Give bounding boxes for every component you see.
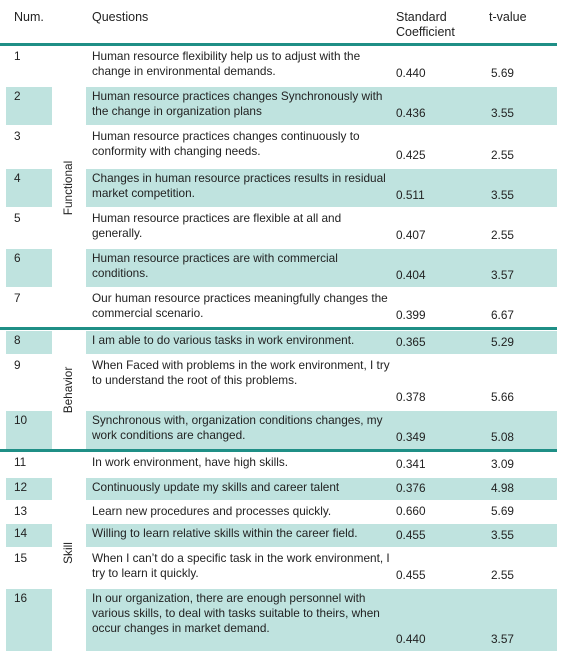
- row-question: Human resource practices are flexible at all and generally.: [92, 211, 342, 241]
- row-coefficient: 0.399: [396, 308, 426, 322]
- row-question: When I can’t do a specific task in the work environment, I try to learn it quickly.: [92, 551, 390, 581]
- table-row: [0, 477, 557, 501]
- row-question: Human resource practices changes Synchronously with the change in organization plans: [92, 89, 383, 119]
- table-row: [0, 523, 557, 548]
- row-number: 12: [14, 480, 28, 494]
- table-row: [0, 588, 557, 652]
- table-row: [0, 126, 557, 168]
- row-t-value: 3.55: [491, 528, 514, 542]
- row-t-value: 2.55: [491, 568, 514, 582]
- row-t-value: 3.57: [491, 268, 514, 282]
- row-coefficient: 0.365: [396, 335, 426, 349]
- row-shade: [6, 411, 52, 449]
- row-coefficient: 0.425: [396, 148, 426, 162]
- row-number: 3: [14, 129, 21, 143]
- row-shade: [6, 249, 52, 287]
- row-t-value: 5.69: [491, 504, 514, 518]
- row-shade: [6, 169, 52, 207]
- row-question: I am able to do various tasks in work environment.: [92, 333, 355, 347]
- row-coefficient: 0.660: [396, 504, 426, 518]
- row-number: 15: [14, 551, 28, 565]
- row-t-value: 5.29: [491, 335, 514, 349]
- row-question: Human resource flexibility help us to adjust with the change in environmental demands.: [92, 49, 361, 79]
- table-row: [0, 410, 557, 450]
- row-t-value: 6.67: [491, 308, 514, 322]
- row-t-value: 3.57: [491, 632, 514, 646]
- row-number: 8: [14, 333, 21, 347]
- row-coefficient: 0.407: [396, 228, 426, 242]
- table-row: [0, 288, 557, 328]
- table-row: [0, 501, 557, 523]
- row-number: 6: [14, 251, 21, 265]
- row-question: In work environment, have high skills.: [92, 455, 289, 469]
- group-label-functional: Functional: [61, 160, 75, 215]
- row-shade: [6, 478, 52, 500]
- row-t-value: 5.66: [491, 390, 514, 404]
- row-coefficient: 0.440: [396, 66, 426, 80]
- row-shade: [6, 589, 52, 651]
- header-questions: Questions: [92, 10, 149, 24]
- header-t-value: t-value: [489, 10, 527, 24]
- row-t-value: 3.55: [491, 188, 514, 202]
- row-t-value: 5.69: [491, 66, 514, 80]
- table-row: [0, 46, 557, 86]
- row-shade: [6, 331, 52, 354]
- row-question: Changes in human resource practices results in residual market competition.: [92, 171, 386, 201]
- row-coefficient: 0.455: [396, 568, 426, 582]
- row-coefficient: 0.341: [396, 457, 426, 471]
- row-number: 16: [14, 591, 28, 605]
- row-coefficient: 0.376: [396, 481, 426, 495]
- row-number: 14: [14, 526, 28, 540]
- row-number: 2: [14, 89, 21, 103]
- row-coefficient: 0.436: [396, 106, 426, 120]
- table-row: [0, 208, 557, 248]
- row-question: Human resource practices changes continuously to conformity with changing needs.: [92, 129, 360, 159]
- row-number: 5: [14, 211, 21, 225]
- row-shade: [6, 524, 52, 547]
- row-coefficient: 0.404: [396, 268, 426, 282]
- row-coefficient: 0.455: [396, 528, 426, 542]
- row-question: Learn new procedures and processes quickly.: [92, 504, 332, 518]
- row-coefficient: 0.349: [396, 430, 426, 444]
- row-question: Willing to learn relative skills within the career field.: [92, 526, 358, 540]
- row-question: When Faced with problems in the work environment, I try to understand the root of this problems.: [92, 358, 390, 388]
- group-label-skill: Skill: [61, 542, 75, 564]
- table-row: [0, 86, 557, 126]
- group-label-behavior: Behavior: [61, 366, 75, 414]
- table-row: [0, 548, 557, 588]
- row-question: Our human resource practices meaningfully changes the commercial scenario.: [92, 291, 388, 321]
- group-divider-skill: [0, 449, 557, 452]
- row-question: Continuously update my skills and career talent: [92, 480, 340, 494]
- table-row: [0, 452, 557, 477]
- group-divider-behavior: [0, 327, 557, 330]
- header-coefficient-line2: Coefficient: [396, 25, 455, 39]
- row-coefficient: 0.440: [396, 632, 426, 646]
- table-row: [0, 168, 557, 208]
- row-number: 13: [14, 504, 28, 518]
- row-coefficient: 0.378: [396, 390, 426, 404]
- row-number: 10: [14, 413, 28, 427]
- row-question: Synchronous with, organization conditions changes, my work conditions are changed.: [92, 413, 383, 443]
- row-number: 4: [14, 171, 21, 185]
- row-shade: [6, 87, 52, 125]
- row-t-value: 2.55: [491, 228, 514, 242]
- table-row: [0, 248, 557, 288]
- row-t-value: 3.55: [491, 106, 514, 120]
- row-t-value: 2.55: [491, 148, 514, 162]
- table-row: [0, 355, 557, 410]
- row-t-value: 5.08: [491, 430, 514, 444]
- row-number: 1: [14, 49, 21, 63]
- table-header: [0, 0, 567, 44]
- header-num: Num.: [14, 10, 44, 24]
- table-row: [0, 330, 557, 355]
- row-number: 11: [14, 455, 27, 469]
- row-number: 9: [14, 358, 21, 372]
- row-t-value: 3.09: [491, 457, 514, 471]
- row-t-value: 4.98: [491, 481, 514, 495]
- row-question: Human resource practices are with commercial conditions.: [92, 251, 338, 281]
- header-coefficient-line1: Standard: [396, 10, 447, 24]
- row-number: 7: [14, 291, 21, 305]
- row-coefficient: 0.511: [396, 188, 425, 202]
- row-question: In our organization, there are enough personnel with various skills, to deal with tasks suitable to theirs, when occur changes in market demand.: [92, 591, 380, 636]
